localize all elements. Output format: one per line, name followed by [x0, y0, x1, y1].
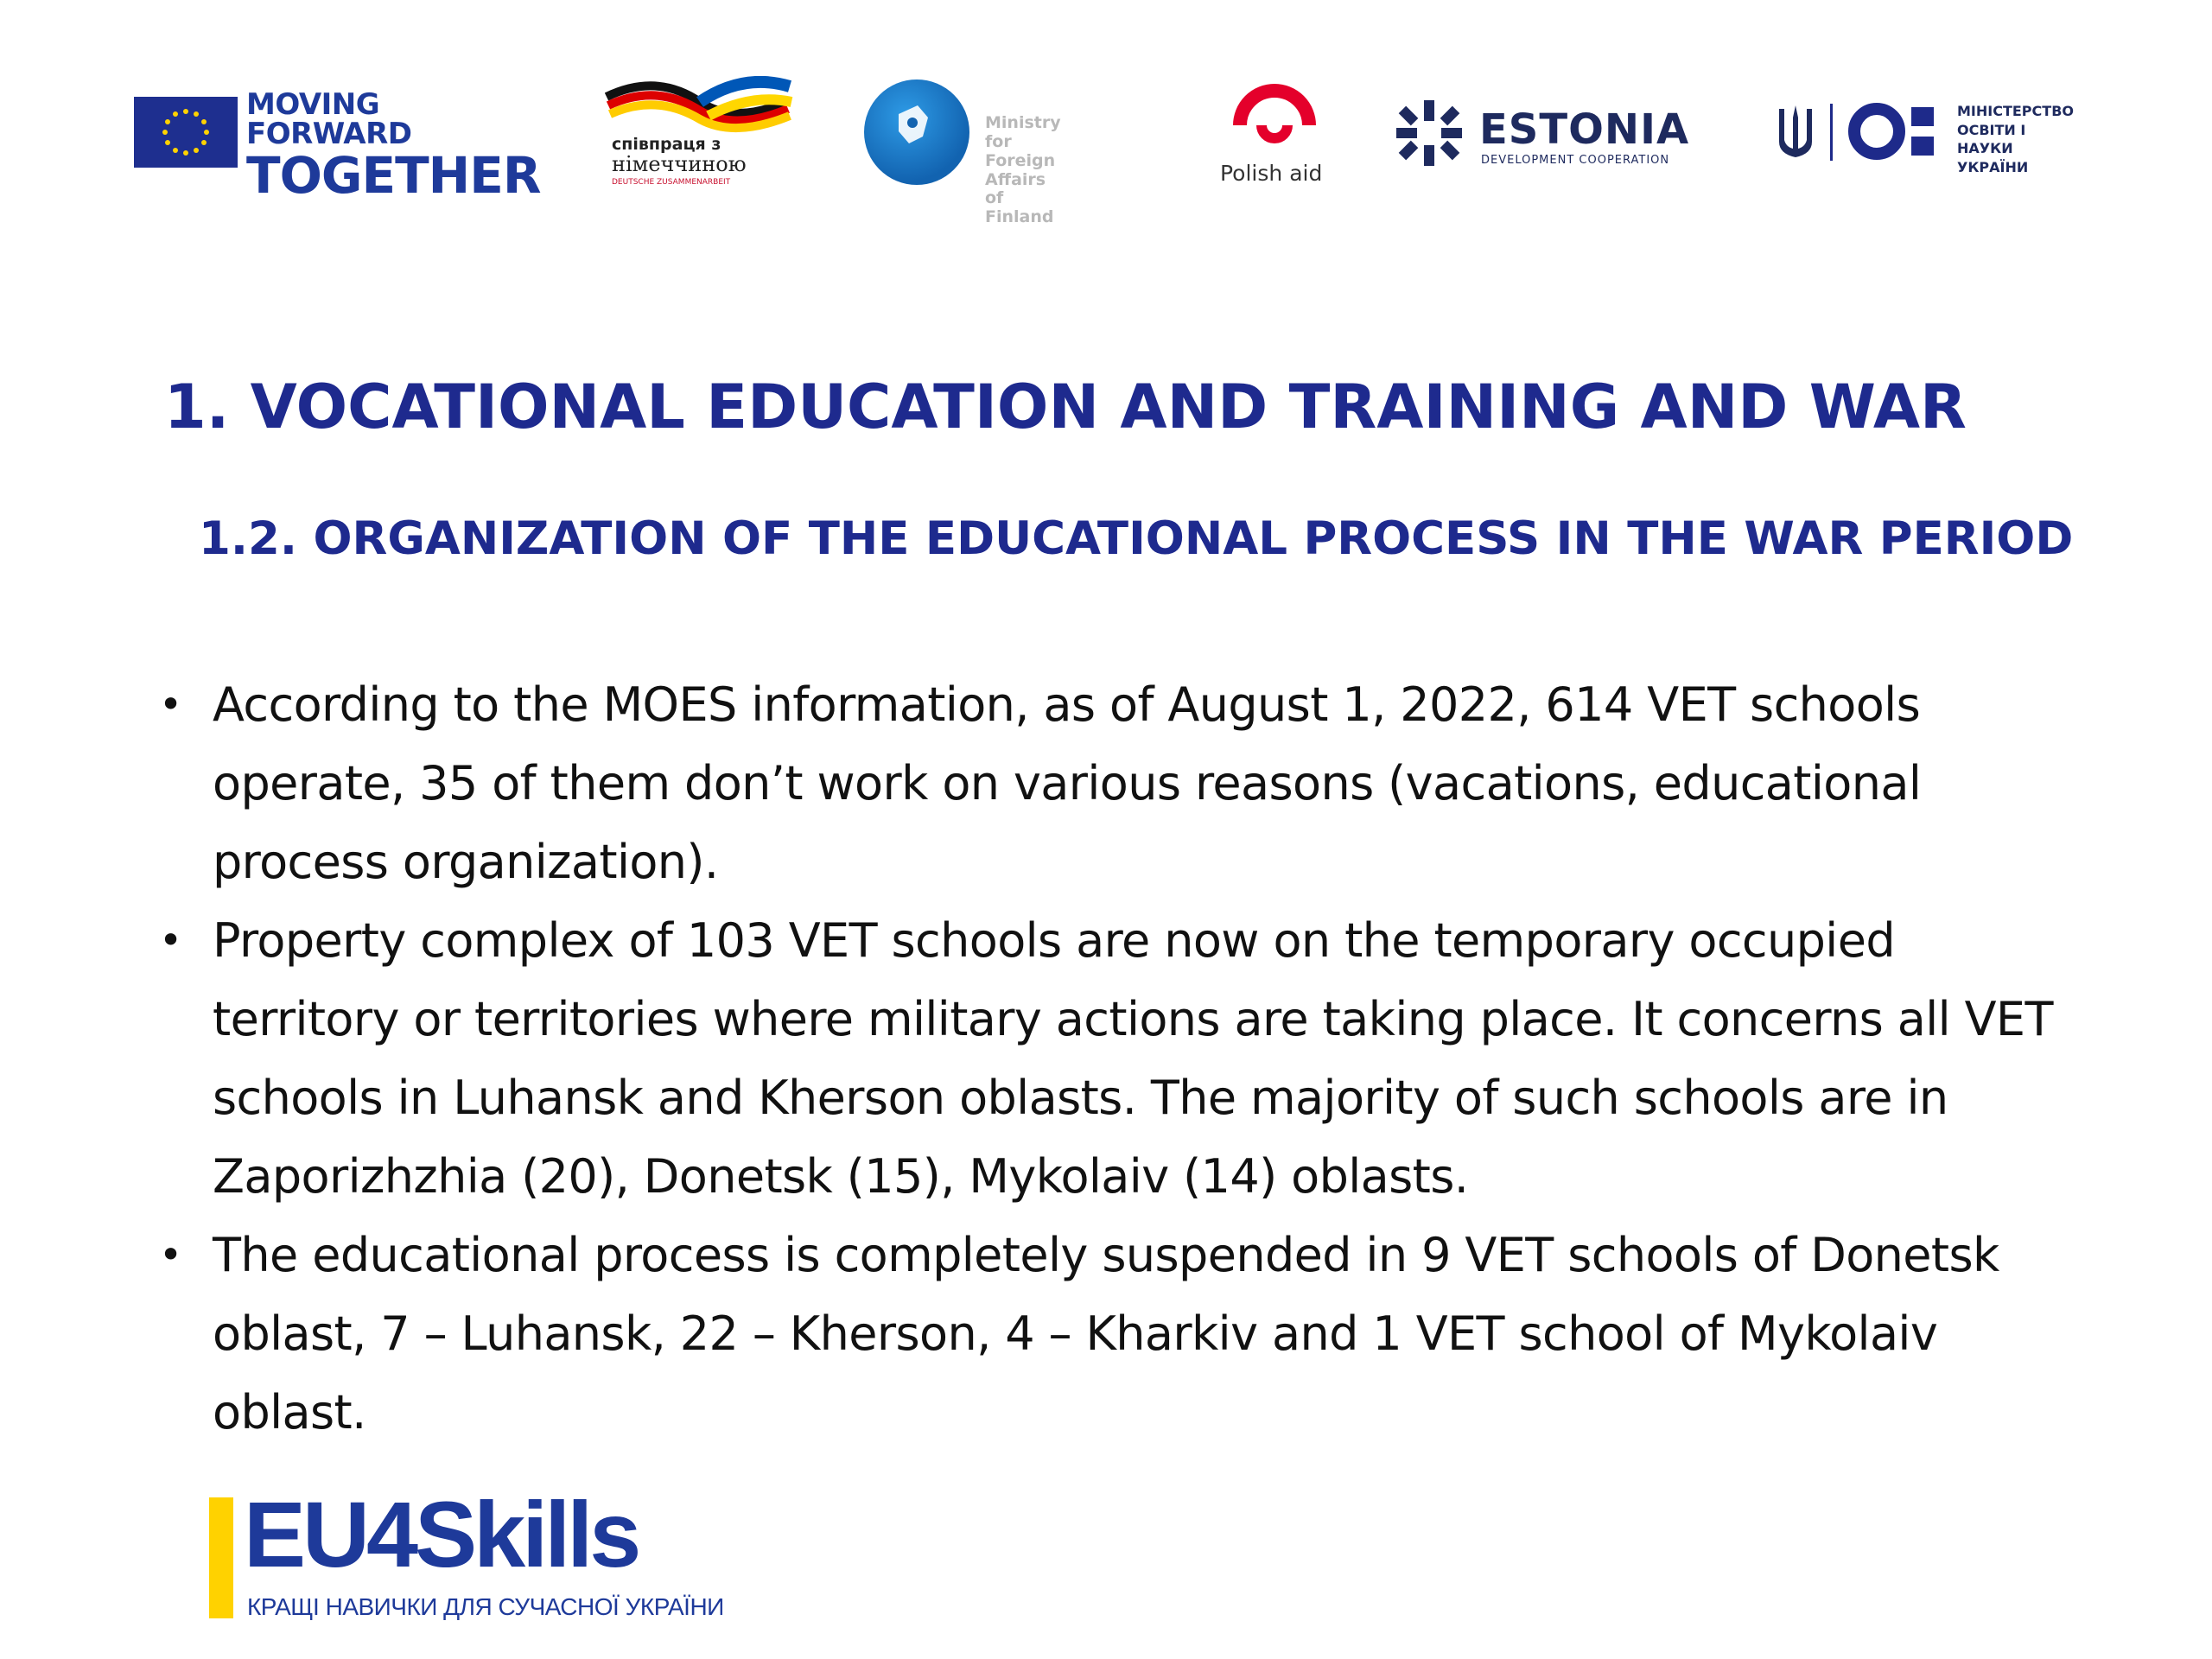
bullet-point-icon: •	[159, 917, 182, 963]
eu4skills-yellow-bar	[209, 1497, 233, 1618]
finland-lion-emblem-icon	[864, 79, 969, 185]
bullet-item	[147, 1216, 2091, 1452]
eu-slogan-line1: MOVING FORWARD	[246, 87, 412, 151]
estonia-subtitle: DEVELOPMENT COOPERATION	[1481, 154, 1670, 167]
bullet-text: The educational process is completely suspended in 9 VET schools of Donetsk oblast, 7 – Luhansk, 22 – Kherson, 4 – Kharkiv and 1 VET school of Mykolaiv oblast.	[213, 1228, 1999, 1440]
finland-mfa-text	[985, 114, 1061, 227]
ministry-text	[1957, 102, 2074, 176]
bullet-list	[147, 665, 2091, 1452]
estonia-star-icon	[1393, 97, 1465, 169]
eu-slogan	[246, 87, 541, 205]
bullet-text: According to the MOES information, as of August 1, 2022, 614 VET schools operate, 35 of them don’t work on various reasons (vacations, educational process organization).	[213, 677, 1922, 889]
ministry-line2: ОСВІТИ І НАУКИ	[1957, 121, 2026, 157]
estonia-name: ESTONIA	[1479, 105, 1690, 154]
bullet-point-icon: •	[159, 1231, 182, 1278]
ministry-line1: МІНІСТЕРСТВО	[1957, 103, 2074, 119]
eu4skills-name: EU4Skills	[244, 1482, 639, 1586]
eu4skills-tagline: КРАЩІ НАВИЧКИ ДЛЯ СУЧАСНОЇ УКРАЇНИ	[247, 1593, 724, 1620]
polish-aid-label: Polish aid	[1220, 161, 1323, 186]
ministry-line3: УКРАЇНИ	[1957, 158, 2029, 175]
ministry-mon-mark-icon	[1846, 97, 1945, 166]
german-ukrainian-flag-wave-icon	[605, 76, 795, 137]
finland-mfa-line2: Affairs of Finland	[985, 169, 1054, 227]
bullet-item	[147, 665, 2091, 901]
german-logo-line2: німеччиною	[612, 152, 747, 176]
eu-slogan-line2: TOGETHER	[246, 146, 541, 205]
bullet-point-icon: •	[159, 681, 182, 728]
finland-mfa-line1: Ministry for Foreign	[985, 113, 1061, 170]
bullet-item	[147, 901, 2091, 1216]
partner-logos-bar	[0, 0, 2212, 225]
german-logo-line1: співпраця з	[612, 135, 721, 154]
ukraine-trident-icon	[1776, 102, 1815, 162]
slide-subtitle: 1.2. ORGANIZATION OF THE EDUCATIONAL PROCESS IN THE WAR PERIOD	[199, 512, 2074, 565]
ministry-divider	[1830, 104, 1833, 161]
german-cooperation-logo	[605, 76, 795, 188]
bullet-text: Property complex of 103 VET schools are now on the temporary occupied territory or territories where military actions are taking place. It concerns all VET schools in Luhansk and Kherson oblasts. The majority of such schools are in Zaporizhzhia (20), Donetsk (15), Mykolaiv (14) oblasts.	[213, 913, 2053, 1204]
german-logo-line3: DEUTSCHE ZUSAMMENARBEIT	[612, 178, 731, 187]
slide-title: 1. VOCATIONAL EDUCATION AND TRAINING AND WAR	[164, 372, 1967, 442]
polish-aid-arc-icon	[1227, 78, 1322, 164]
eu-flag-icon	[134, 97, 238, 168]
